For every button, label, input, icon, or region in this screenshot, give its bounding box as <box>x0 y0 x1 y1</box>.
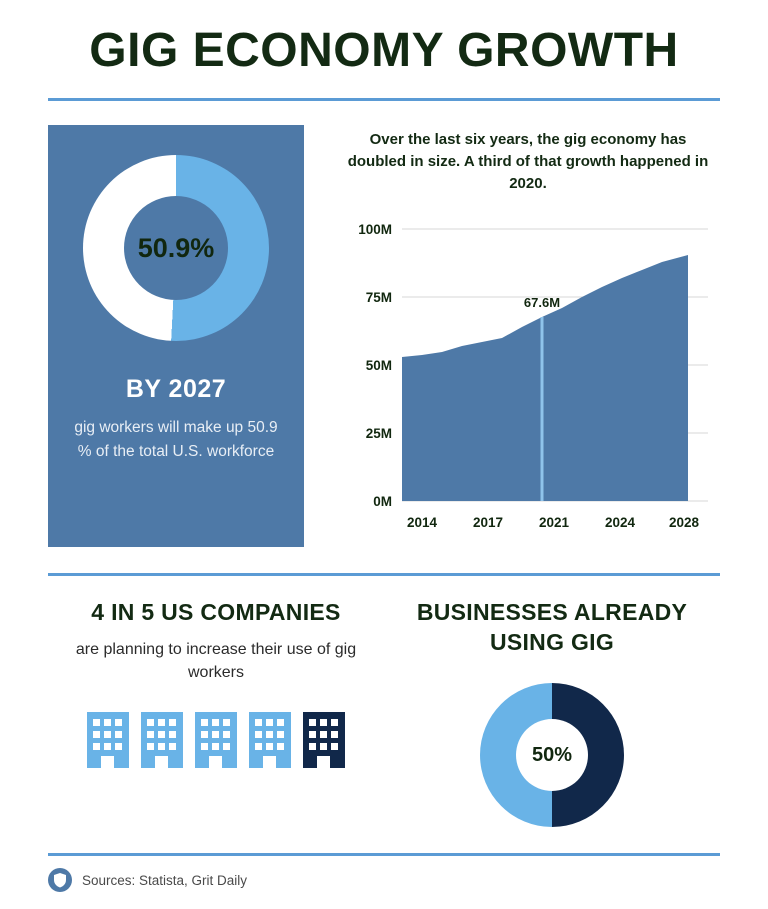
shield-check-icon <box>48 868 72 892</box>
card-body-text: gig workers will make up 50.9 % of the total U.S. workforce <box>74 419 278 461</box>
bottom-right-heading: BUSINESSES ALREADY USING GIG <box>416 598 688 655</box>
top-section <box>0 101 768 546</box>
y-tick-100m: 100M <box>358 221 392 237</box>
buildings-pictogram <box>85 708 347 770</box>
bottom-left-body: are planning to increase their use of gig workers <box>75 640 357 681</box>
building-icon-highlighted <box>301 708 347 770</box>
card-heading: BY 2027 <box>125 375 227 404</box>
chart-block <box>336 125 720 546</box>
chart-caption: Over the last six years, the gig economy has doubled in size. A third of that growth happened in 2020. <box>347 131 709 192</box>
y-tick-50m: 50M <box>365 357 392 373</box>
y-tick-25m: 25M <box>365 425 392 441</box>
y-tick-75m: 75M <box>365 289 392 305</box>
donut-chart-50 <box>480 683 624 827</box>
bottom-section <box>0 576 768 828</box>
y-tick-0m: 0M <box>373 493 392 509</box>
stat-card-2027 <box>48 125 304 546</box>
donut-center-50 <box>516 719 588 791</box>
x-tick-2021: 2021 <box>538 514 570 530</box>
building-icon <box>139 708 185 770</box>
donut-center <box>124 196 228 300</box>
donut-percent-label-50: 50% <box>531 743 573 766</box>
annotation-label: 67.6M <box>523 294 561 310</box>
donut-percent-label: 50.9% <box>137 232 215 263</box>
x-tick-2014: 2014 <box>406 514 438 530</box>
bottom-left-column <box>48 598 384 828</box>
area-chart-svg <box>336 217 718 547</box>
footer-sources-text: Sources: Statista, Grit Daily <box>82 872 248 888</box>
donut-chart-509 <box>83 155 269 341</box>
page-title: GIG ECONOMY GROWTH <box>89 24 679 77</box>
building-icon <box>247 708 293 770</box>
x-tick-2028: 2028 <box>668 514 700 530</box>
bottom-left-heading: 4 IN 5 US COMPANIES <box>91 598 341 625</box>
building-icon <box>85 708 131 770</box>
area-chart <box>336 217 720 547</box>
building-icon <box>193 708 239 770</box>
x-tick-2017: 2017 <box>472 514 504 530</box>
bottom-right-column <box>384 598 720 828</box>
chart-area-path <box>402 255 688 501</box>
footer <box>0 856 768 892</box>
x-tick-2024: 2024 <box>604 514 636 530</box>
